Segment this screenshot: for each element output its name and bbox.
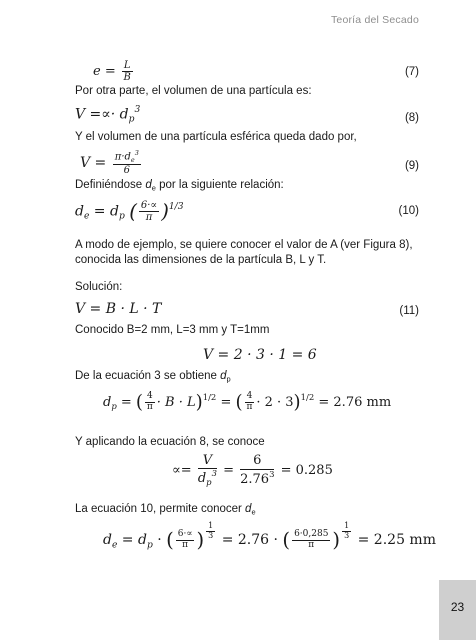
paragraph-definition: Definiéndose $d_e$ por la siguiente relación: [75, 179, 284, 193]
paragraph-from-eq8: Y aplicando la ecuación 8, se conoce [75, 436, 265, 448]
paragraph-from-eq10: La ecuación 10, permite conocer $d_e$ [75, 503, 256, 517]
calc-volume: V = 2 · 3 · 1 = 6 [203, 347, 317, 363]
calc-alpha: ∝= $\frac{V}{d_p^3}$ = $\frac{6}{2.76^3}$ = 0.285 [172, 453, 333, 488]
calc-de: $d_e = d_p$ · ( $\frac{6\cdot\propto}{\pi}$ ) $\frac{1}{3}$ = 2.76 · ( $\frac{6\cdot 0,285}{\pi}$ ) $\frac{1}{3}$ = 2.25 mm [103, 521, 436, 552]
running-header: Teoría del Secado [330, 14, 419, 26]
equation-8: V =∝· $d_p^3$ [75, 105, 141, 125]
equation-9: V = $\frac{\pi\cdot d_e^3}{6}$ [80, 149, 139, 176]
paragraph-known-values: Conocido B=2 mm, L=3 mm y T=1mm [75, 324, 270, 336]
equation-number-9: (9) [404, 160, 419, 172]
paragraph-spherical: Y el volumen de una partícula esférica queda dado por, [75, 131, 357, 143]
equation-number-7: (7) [404, 66, 419, 78]
equation-number-11: (11) [399, 305, 419, 317]
paragraph-example-line1: A modo de ejemplo, se quiere conocer el valor de A (ver Figura 8), [75, 239, 413, 251]
page-number-tab [439, 580, 476, 640]
paragraph-from-eq3: De la ecuación 3 se obtiene $d_p$ [75, 370, 231, 384]
solution-label: Solución: [75, 281, 123, 293]
equation-11: V = B · L · T [75, 301, 162, 317]
paragraph-volume: Por otra parte, el volumen de una partícula es: [75, 85, 312, 97]
paragraph-example-line2: conocida las dimensiones de la partícula B, L y T. [75, 254, 327, 266]
calc-dp: $d_p$ = ( $\frac{4}{\pi}$ · B · L)$^{1/2}$ = ( $\frac{4}{\pi}$ · 2 · 3)$^{1/2}$ = 2.76 mm [103, 391, 392, 413]
equation-number-8: (8) [404, 112, 419, 124]
page-number: 23 [450, 600, 465, 614]
equation-7: e = $\frac{L}{B}$ [93, 60, 131, 83]
equation-10: $d_e = d_p$ ( $\frac{6\cdot\propto}{\pi}$ )$^{1/3}$ [75, 200, 184, 223]
equation-number-10: (10) [398, 205, 419, 217]
